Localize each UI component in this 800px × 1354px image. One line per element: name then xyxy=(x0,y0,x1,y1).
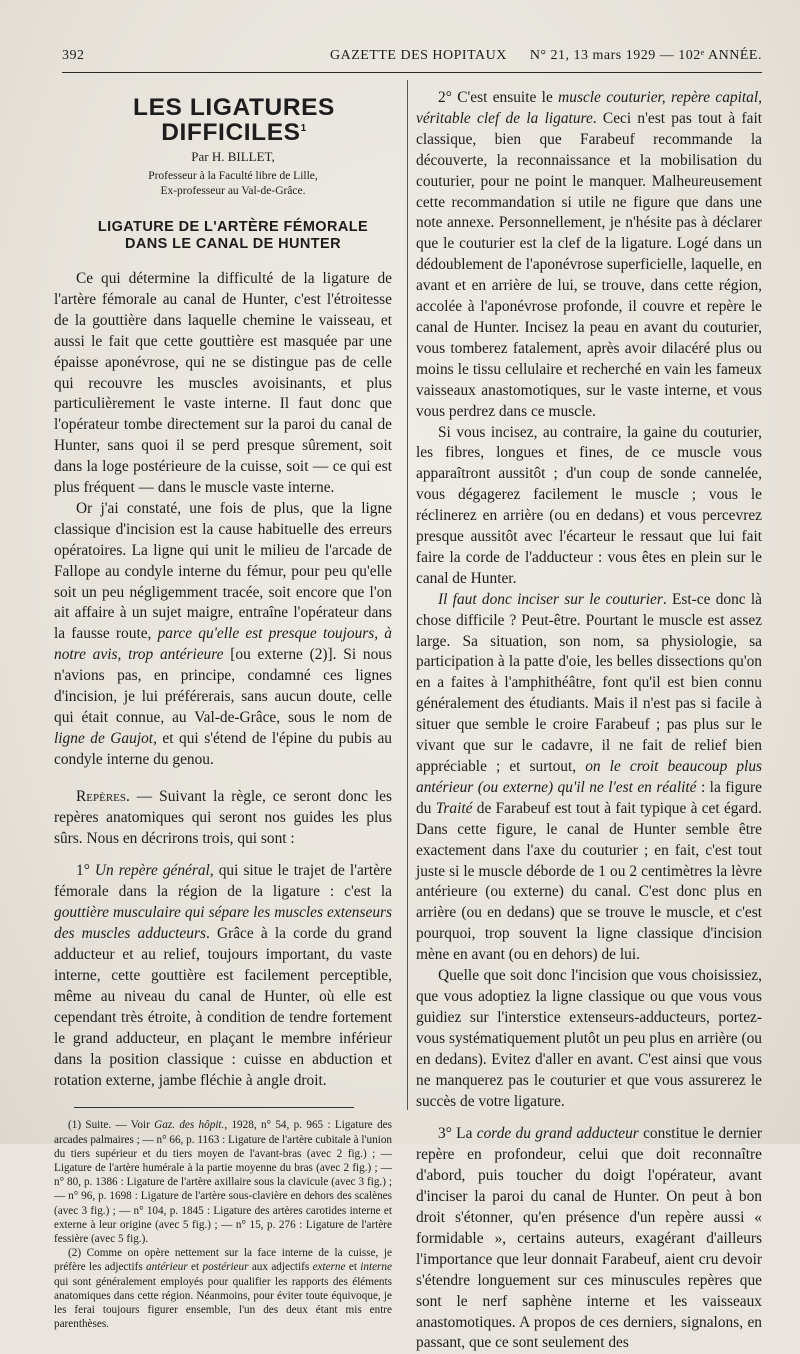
section-label: Repères. xyxy=(76,787,130,805)
affiliation-2: Ex-professeur au Val-de-Grâce. xyxy=(160,184,306,197)
article-subtitle xyxy=(74,219,392,253)
journal-title: GAZETTE DES HOPITAUX xyxy=(330,48,507,63)
paragraph: Or j'ai constaté, une fois de plus, que la ligne classique d'incision est la cause habituelle des erreurs opératoires. La ligne qui unit le milieu de l'arcade de Fallope au condyle interne du fémur, pour peu qu'elle soit un peu négligemment tracée, soit encore que l'on ait affaire à un sujet maigre, entraîne l'opérateur dans la fausse route, parce qu'elle est presque toujours, à notre avis, trop antérieure [ou externe (2)]. Si nous n'avions pas, en principe, condamné ces lignes d'incision, je lui préférerais, sans aucun doute, celle qui était connue, au Val-de-Grâce, sous le nom de ligne de Gaujot, et qui s'étend de l'épine du pubis au condyle interne du genou. xyxy=(54,499,393,768)
running-header xyxy=(62,46,762,68)
article-title: LES LIGATURES DIFFICILES$^1$ xyxy=(133,94,335,147)
title-note-marker: 1 xyxy=(300,122,307,134)
paragraph: 2° C'est ensuite le muscle couturier, repère capital, véritable clef de la ligature. Ceci n'est pas tout à fait classique, bien que Farabeuf recommande la découverte, la reconnaissance et la mobilisation du couturier, pour ne point le manquer. Malheureusement cette recommandation si utile ne figure que dans une note annexe. Personnellement, je n'hésite pas à déclarer que le couturier est la clef de la ligature. Logé dans un dédoublement de l'aponévrose superficielle, laquelle, en avant et en arrière de lui, se trouve, dans cette région, accolée à l'aponévrose profonde, il couvre et repère le canal de Hunter. Incisez la peau en avant du couturier, vous tomberez fatalement, après avoir dilacéré plus ou moins le tissu cellulaire et recherché en vain les fameux vaisseaux anastomotiques, sur le vaste interne, et vous vous perdrez dans ce muscle. xyxy=(416,89,762,420)
page-number: 392 xyxy=(62,48,85,63)
issue-info: N° 21, 13 mars 1929 — 102ᵉ ANNÉE. xyxy=(529,48,762,63)
paragraph: Quelle que soit donc l'incision que vous choisissiez, que vous adoptiez la ligne classique ou que vous vous guidiez sur l'interstice extenseurs-adducteurs, portez-vous systématiquement plutôt un peu plus en arrière (ou en dedans). Evitez d'aller en avant. C'est ainsi que vous ne manquerez pas le couturier et que vous assurerez le succès de votre ligature. xyxy=(416,967,762,1110)
left-column xyxy=(54,88,392,1331)
header-rule xyxy=(62,72,762,73)
column-divider xyxy=(407,80,408,1110)
paragraph: 1° Un repère général, qui situe le trajet de l'artère fémorale dans la région de la ligature : c'est la gouttière musculaire qui sépare les muscles extenseurs des muscles adducteurs. Grâce à la corde du grand adducteur et au relief, toujours important, du vaste interne, cette gouttière est facilement perceptible, même au niveau du canal de Hunter, où elle est cependant très étroite, à condition de tendre fortement le grand adducteur, en plaçant le membre inférieur dans la position classique : cuisse en abduction et rotation externe, jambe fléchie à angle droit. xyxy=(54,862,392,1089)
footnote-1: (1) Suite. — Voir Gaz. des hôpit., 1928, n° 54, p. 965 : Ligature des arcades palmaires ; — n° 66, p. 1163 : Ligature de l'artère cubitale à l'union du tiers supérieur et du tiers moyen de l'avant-bras (avec 2 fig.) ; — Ligature de l'artère humérale à la partie moyenne du bras (avec 2 fig.) ; — n° 80, p. 1386 : Ligature de l'artère axillaire sous la clavicule (avec 3 fig.) ; — n° 96, p. 1698 : Ligature de l'artère sous-clavière en dehors des scalènes (avec 3 fig.) ; — n° 104, p. 1845 : Ligature des artères carotides interne et externe à leur origine (avec 5 fig.) ; — n° 15, p. 276 : Ligature de l'artère fessière (avec 5 fig.). xyxy=(54,1119,393,1246)
paragraph: Repères. — Suivant la règle, ce seront donc les repères anatomiques qui seront nos guides les plus sûrs. Nous en décrirons trois, qui sont : xyxy=(54,787,392,847)
author-line: Par H. BILLET, xyxy=(191,148,275,164)
subtitle-line-1: LIGATURE DE L'ARTÈRE FÉMORALE xyxy=(97,218,369,235)
footnote-rule xyxy=(74,1107,354,1108)
paragraph: 3° La corde du grand adducteur constitue le dernier repère en profondeur, celui que doit reconnaître d'abord, puis toucher du doigt l'opérateur, avant d'inciser la paroi du canal de Hunter. On peut à bon droit s'étonner, qu'en présence d'un repère aussi « formidable », certains auteurs, exagérant d'ailleurs l'importance que leur donnait Farabeuf, aient cru devoir s'étendre longuement sur ces minuscules repères que sont le nerf saphène interne et les vaisseaux anastomotiques. A propos de ces derniers, signalons, en passant, que ce sont seulement des xyxy=(416,1125,762,1352)
paragraph: Ce qui détermine la difficulté de la ligature de l'artère fémorale au canal de Hunter, c'est l'étroitesse de la gouttière dans laquelle chemine le vaisseau, et aussi le fait que cette gouttière est masquée par une épaisse aponévrose, qui ne se distingue pas de celle qui recouvre les muscles avoisinants, et plus particulièrement le vaste interne. Il faut donc que l'opérateur tombe directement sur la paroi du canal de Hunter, sans quoi il se perd presque sûrement, soit dans la loge postérieure de la cuisse, soit — ce qui est plus fréquent — dans le muscle vaste interne. xyxy=(54,269,392,497)
right-column xyxy=(416,88,762,1354)
affiliation-1: Professeur à la Faculté libre de Lille, xyxy=(148,169,318,182)
footnote-2: (2) Comme on opère nettement sur la face interne de la cuisse, je préfère les adjectifs antérieur et postérieur aux adjectifs externe et interne qui sont généralement employés pour qualifier les rapports des éléments anatomiques dans cette région. Néanmoins, pour éviter toute équivoque, je les ferai toujours figurer ensemble, l'un des deux étant mis entre parenthèses. xyxy=(54,1247,392,1331)
subtitle-line-2: DANS LE CANAL DE HUNTER xyxy=(125,235,341,252)
paragraph: Si vous incisez, au contraire, la gaine du couturier, les fibres, longues et fines, de ce muscle vous apparaîtront aussitôt ; d'un coup de sonde cannelée, vous dégagerez facilement le muscle ; vous le réclinerez en arrière (ou en dedans) et vous percevrez presque aussitôt avec l'écarteur le ressaut que lui fait faire la corde de l'adducteur : vous êtes en plein sur le canal de Hunter. xyxy=(416,423,762,587)
paragraph: Il faut donc inciser sur le couturier. Est-ce donc là chose difficile ? Peut-être. Pourtant le muscle est assez large. Sa situation, son nom, sa physiologie, sa participation à la patte d'oie, les belles dissections qu'on en a faites à l'amphithéâtre, font qu'il est bien connu généralement des étudiants. Mais il n'est pas si facile à situer que semble le croire Farabeuf ; pas plus sur le vivant que sur le cadavre, il ne fait de relief bien appréciable ; et surtout, on le croit beaucoup plus antérieur (ou externe) qu'il ne l'est en réalité : la figure du Traité de Farabeuf est tout à fait typique à cet égard. Dans cette figure, le canal de Hunter semble être exactement dans l'axe du couturier ; en fait, c'est tout juste si le muscle déborde de 1 ou 2 centimètres la lèvre antérieure (ou externe) du canal. C'est donc plus en arrière (ou en dedans) que se trouve le muscle, et c'est pourquoi, trop souvent la ligne classique d'incision mène en avant (ou en dehors) de lui. xyxy=(416,590,763,964)
